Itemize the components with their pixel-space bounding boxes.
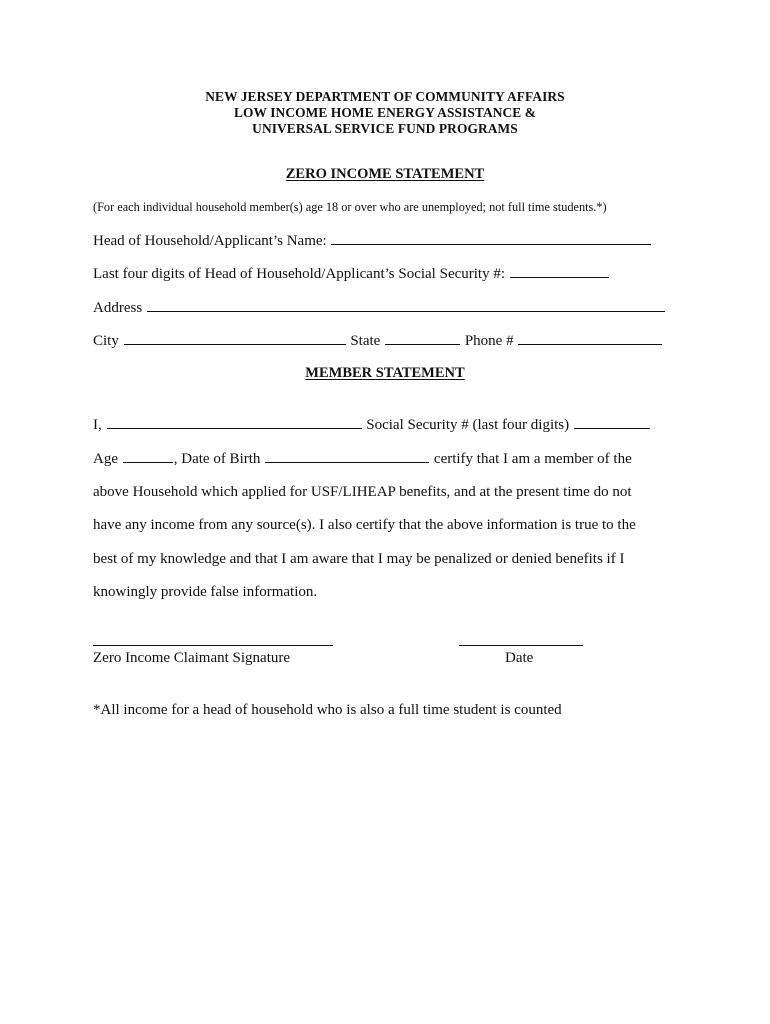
certify-text: certify that I am a member of the xyxy=(433,451,632,467)
address-field[interactable] xyxy=(147,298,665,312)
statement-line-4: have any income from any source(s). I also certify that the above information is true to the xyxy=(93,517,636,533)
city-state-phone-row xyxy=(93,331,663,350)
city-label: City xyxy=(93,333,119,349)
member-name-row xyxy=(93,415,651,434)
program-name-line2: UNIVERSAL SERVICE FUND PROGRAMS xyxy=(252,121,518,136)
head-name-row xyxy=(93,231,652,250)
footnote: *All income for a head of household who is also a full time student is counted xyxy=(93,702,562,718)
phone-field[interactable] xyxy=(518,331,662,345)
age-field[interactable] xyxy=(123,449,173,463)
eligibility-note: (For each individual household member(s) age 18 or over who are unemployed; not full time students.*) xyxy=(93,200,607,214)
zero-income-title: ZERO INCOME STATEMENT xyxy=(285,166,485,182)
statement-line-5: best of my knowledge and that I am aware that I may be penalized or denied benefits if I xyxy=(93,551,625,567)
phone-label: Phone # xyxy=(464,333,514,349)
address-label: Address xyxy=(93,300,143,316)
head-ssn-row xyxy=(93,264,610,283)
state-label: State xyxy=(350,333,381,349)
program-name-line1: LOW INCOME HOME ENERGY ASSISTANCE & xyxy=(234,105,536,120)
statement-line-3: above Household which applied for USF/LIHEAP benefits, and at the present time do not xyxy=(93,484,632,500)
statement-line-6: knowingly provide false information. xyxy=(93,584,318,600)
member-name-field[interactable] xyxy=(107,415,362,429)
address-row xyxy=(93,298,666,317)
member-i-label: I, xyxy=(93,417,102,433)
member-statement-title: MEMBER STATEMENT xyxy=(305,365,465,381)
agency-name: NEW JERSEY DEPARTMENT OF COMMUNITY AFFAIRS xyxy=(205,89,565,104)
signature-line[interactable] xyxy=(93,645,333,646)
member-age-row xyxy=(93,449,632,468)
member-ssn-label: Social Security # (last four digits) xyxy=(366,417,570,433)
city-field[interactable] xyxy=(124,331,346,345)
date-label: Date xyxy=(505,650,534,666)
head-name-label: Head of Household/Applicant’s Name: xyxy=(93,233,327,249)
head-ssn-label: Last four digits of Head of Household/Applicant’s Social Security #: xyxy=(93,266,506,282)
date-line[interactable] xyxy=(459,645,583,646)
dob-label: , Date of Birth xyxy=(173,451,261,467)
member-ssn-field[interactable] xyxy=(574,415,650,429)
state-field[interactable] xyxy=(385,331,460,345)
head-ssn-field[interactable] xyxy=(510,264,609,278)
age-label: Age xyxy=(93,451,118,467)
head-name-field[interactable] xyxy=(331,231,651,245)
signature-label: Zero Income Claimant Signature xyxy=(93,650,291,666)
dob-field[interactable] xyxy=(265,449,429,463)
